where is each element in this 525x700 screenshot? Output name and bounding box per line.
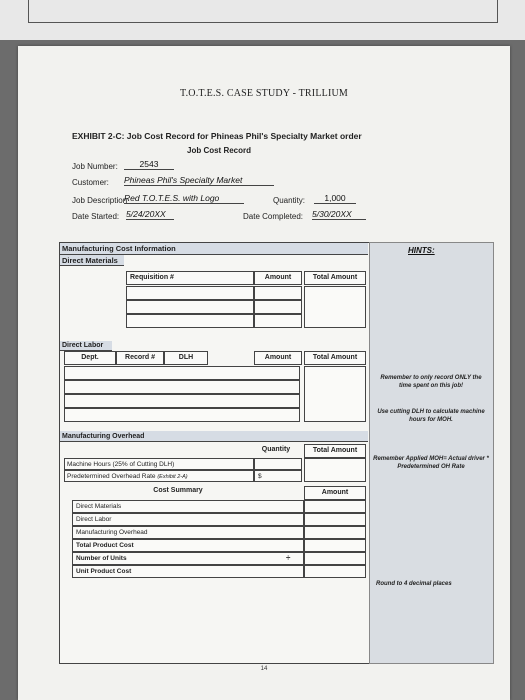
- summary-row-label: Manufacturing Overhead: [72, 526, 304, 539]
- date-started-label: Date Started:: [72, 212, 120, 221]
- dm-amount-cell[interactable]: [254, 314, 302, 328]
- summary-amount-cell[interactable]: [304, 552, 366, 565]
- pohr-label: Predetermined Overhead Rate: [67, 473, 156, 480]
- quantity-label: Quantity:: [273, 196, 306, 205]
- moh-col-total-amount: Total Amount: [304, 444, 366, 458]
- dm-requisition-cell[interactable]: [126, 300, 254, 314]
- dl-col-dlh: DLH: [164, 351, 208, 365]
- summary-row-label: Unit Product Cost: [72, 565, 304, 578]
- machine-hours-label: Machine Hours (25% of Cutting DLH): [64, 458, 254, 470]
- summary-amount-cell[interactable]: [304, 539, 366, 552]
- dl-col-amount: Amount: [254, 351, 302, 365]
- dl-col-record: Record #: [116, 351, 164, 365]
- summary-col-amount: Amount: [304, 486, 366, 500]
- quantity-value: 1,000: [314, 193, 356, 204]
- page-number: 14: [260, 666, 268, 672]
- record-title: Job Cost Record: [187, 146, 252, 155]
- moh-header: Manufacturing Overhead: [60, 431, 368, 442]
- customer-label: Customer:: [72, 178, 109, 187]
- moh-col-quantity: Quantity: [261, 446, 291, 453]
- previous-page-edge: [0, 0, 525, 40]
- job-description-label: Job Description: [72, 196, 128, 205]
- hint-cutting-dlh: Use cutting DLH to calculate machine hours for MOH.: [377, 409, 485, 423]
- cost-summary-header: Cost Summary: [153, 487, 203, 494]
- date-started-value: 5/24/20XX: [126, 209, 174, 220]
- dl-total-cell[interactable]: [304, 366, 366, 422]
- hint-round: Round to 4 decimal places: [376, 581, 452, 587]
- dl-row[interactable]: [64, 394, 300, 408]
- summary-amount-cell[interactable]: [304, 513, 366, 526]
- summary-row-label: Total Product Cost: [72, 539, 304, 552]
- dl-col-dept: Dept.: [64, 351, 116, 365]
- dl-col-total-amount: Total Amount: [304, 351, 366, 365]
- machine-hours-cell[interactable]: [254, 458, 302, 470]
- document-page: [18, 46, 510, 700]
- previous-page-frame: [28, 0, 498, 23]
- summary-row-label: Direct Labor: [72, 513, 304, 526]
- summary-row-label: Number of Units: [72, 552, 304, 565]
- date-completed-value: 5/30/20XX: [312, 209, 366, 220]
- summary-row-label: Direct Materials: [72, 500, 304, 513]
- dm-col-amount: Amount: [254, 271, 302, 285]
- pohr-cell[interactable]: [254, 470, 302, 482]
- dollar-sign: $: [258, 473, 262, 480]
- date-completed-label: Date Completed:: [243, 212, 304, 221]
- dl-header: Direct Labor: [60, 341, 112, 351]
- job-number-value: 2543: [124, 159, 174, 170]
- customer-value: Phineas Phil's Specialty Market: [124, 175, 274, 186]
- divide-symbol: ÷: [286, 553, 291, 562]
- case-study-title: T.O.T.E.S. CASE STUDY - TRILLIUM: [180, 88, 348, 99]
- dl-row[interactable]: [64, 380, 300, 394]
- hint-applied-moh: Remember Applied MOH= Actual driver * Predetermined OH Rate: [373, 456, 489, 470]
- mci-header: Manufacturing Cost Information: [60, 243, 368, 255]
- dm-amount-cell[interactable]: [254, 300, 302, 314]
- hints-panel: [369, 242, 494, 664]
- dm-header: Direct Materials: [60, 255, 124, 266]
- job-number-label: Job Number:: [72, 162, 118, 171]
- summary-amount-cell[interactable]: [304, 526, 366, 539]
- dm-amount-cell[interactable]: [254, 286, 302, 300]
- dl-row[interactable]: [64, 408, 300, 422]
- hints-title: HINTS:: [408, 246, 435, 255]
- dm-total-cell[interactable]: [304, 286, 366, 328]
- pohr-row: [64, 470, 254, 482]
- summary-amount-cell[interactable]: [304, 500, 366, 513]
- summary-amount-cell[interactable]: [304, 565, 366, 578]
- dm-col-requisition: Requisition #: [126, 271, 254, 285]
- dm-requisition-cell[interactable]: [126, 314, 254, 328]
- pohr-reference: (Exhibit 2-A): [157, 474, 188, 480]
- hint-record-time: Remember to only record ONLY the time spent on this job!: [380, 375, 482, 389]
- exhibit-caption: EXHIBIT 2-C: Job Cost Record for Phineas Phil's Specialty Market order: [72, 131, 362, 141]
- dm-requisition-cell[interactable]: [126, 286, 254, 300]
- dm-col-total-amount: Total Amount: [304, 271, 366, 285]
- moh-total-cell[interactable]: [304, 458, 366, 482]
- dl-row[interactable]: [64, 366, 300, 380]
- job-description-value: Red T.O.T.E.S. with Logo: [124, 193, 244, 204]
